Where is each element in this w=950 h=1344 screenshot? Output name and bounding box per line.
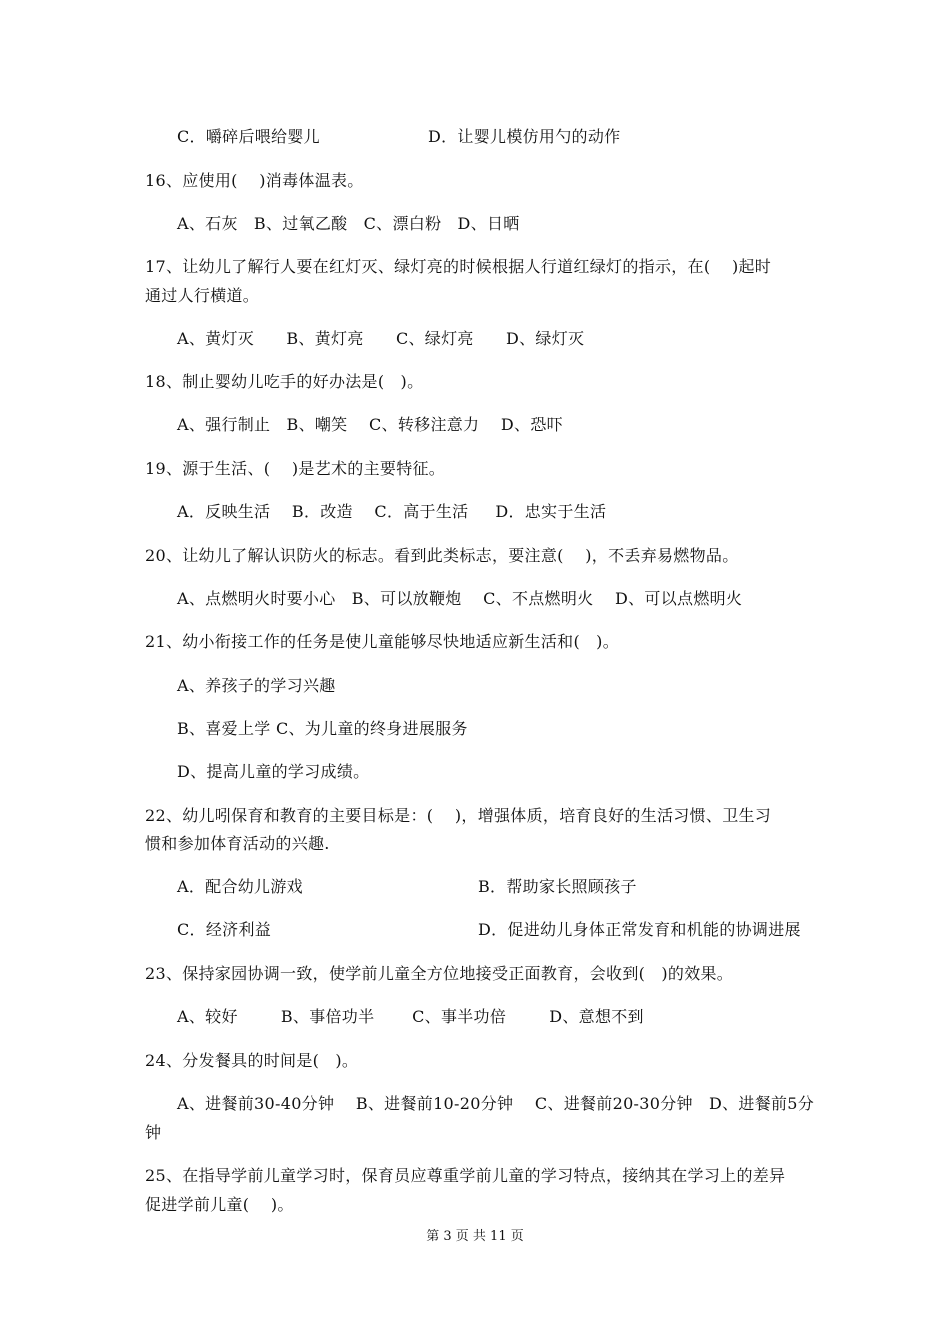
question-20: 20、让幼儿了解认识防火的标志。看到此类标志，要注意( )，不丢弃易燃物品。 (145, 546, 739, 565)
question-23: 23、保持家园协调一致，使学前儿童全方位地接受正面教育，会收到( )的效果。 (145, 964, 734, 983)
question-18: 18、制止婴幼儿吃手的好办法是( )。 (145, 372, 424, 391)
question-17-line2: 通过人行横道。 (145, 286, 260, 305)
question-25-line2: 促进学前儿童( )。 (145, 1195, 294, 1214)
question-22-option-b: B．帮助家长照顾孩子 (478, 877, 637, 896)
question-24-options: A、进餐前30-40分钟 B、进餐前10-20分钟 C、进餐前20-30分钟 D、进餐前5分 (177, 1094, 815, 1113)
question-22-line2: 惯和参加体育活动的兴趣. (145, 834, 330, 853)
question-21: 21、幼小衔接工作的任务是使儿童能够尽快地适应新生活和( )。 (145, 632, 620, 651)
question-20-options: A、点燃明火时要小心 B、可以放鞭炮 C、不点燃明火 D、可以点燃明火 (177, 589, 743, 608)
question-19: 19、源于生活、( )是艺术的主要特征。 (145, 459, 446, 478)
question-17-line1: 17、让幼儿了解行人要在红灯灭、绿灯亮的时候根据人行道红绿灯的指示，在( )起时 (145, 257, 772, 276)
question-24-options-wrap: 钟 (145, 1123, 162, 1142)
option-c-prev: C．嚼碎后喂给婴儿 (177, 127, 320, 146)
question-22-line1: 22、幼儿吲保育和教育的主要目标是：( )，增强体质，培育良好的生活习惯、卫生习 (145, 806, 772, 825)
option-d-prev: D．让婴儿模仿用勺的动作 (428, 127, 621, 146)
question-16-options: A、石灰 B、过氧乙酸 C、漂白粉 D、日晒 (177, 214, 520, 233)
question-17-options: A、黄灯灭 B、黄灯亮 C、绿灯亮 D、绿灯灭 (177, 329, 585, 348)
question-18-options: A、强行制止 B、嘲笑 C、转移注意力 D、恐吓 (177, 415, 563, 434)
question-25-line1: 25、在指导学前儿童学习时，保育员应尊重学前儿童的学习特点，接纳其在学习上的差异 (145, 1166, 786, 1185)
question-22-option-c: C．经济利益 (177, 920, 272, 939)
question-21-option-bc: B、喜爱上学 C、为儿童的终身进展服务 (177, 719, 468, 738)
question-24: 24、分发餐具的时间是( )。 (145, 1051, 359, 1070)
question-22-option-a: A．配合幼儿游戏 (177, 877, 303, 896)
question-23-options: A、较好 B、事倍功半 C、事半功倍 D、意想不到 (177, 1007, 644, 1026)
page-footer: 第 3 页 共 11 页 (426, 1229, 524, 1244)
question-22-option-d: D．促进幼儿身体正常发育和机能的协调进展 (478, 920, 801, 939)
question-16: 16、应使用( )消毒体温表。 (145, 171, 364, 190)
question-19-options: A．反映生活 B．改造 C．高于生活 D．忠实于生活 (177, 502, 607, 521)
question-21-option-d: D、提高儿童的学习成绩。 (177, 762, 370, 781)
question-21-option-a: A、养孩子的学习兴趣 (177, 676, 336, 695)
